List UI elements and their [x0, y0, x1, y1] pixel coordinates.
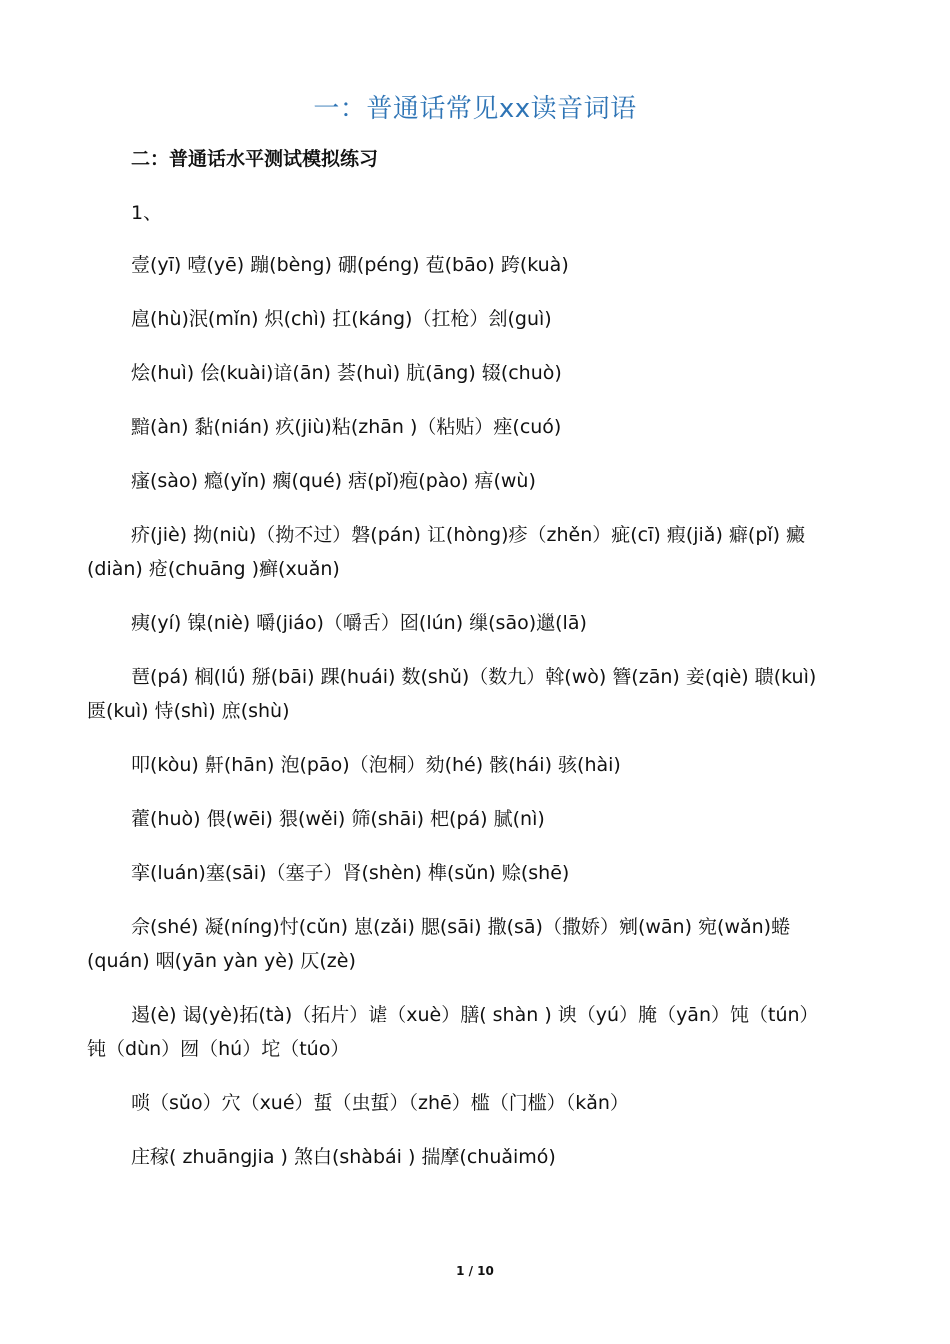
- pinyin-line-15: 庄稼( zhuāngjia ) 煞白(shàbái ) 揣摩(chuǎimó): [131, 1146, 556, 1168]
- page-number: 1 / 10: [456, 1264, 494, 1278]
- pinyin-line-3: 烩(huì) 侩(kuài)谙(ān) 荟(huì) 肮(āng) 辍(chuò): [131, 362, 562, 384]
- section-number: 1、: [131, 202, 163, 224]
- section-heading: 二：普通话水平测试模拟练习: [131, 148, 379, 170]
- pinyin-line-11: 挛(luán)塞(sāi)（塞子）肾(shèn) 榫(sǔn) 赊(shē): [131, 862, 570, 884]
- pinyin-line-4: 黯(àn) 黏(nián) 疚(jiù)粘(zhān )（粘贴）痤(cuó): [131, 416, 562, 438]
- pinyin-line-10: 藿(huò) 偎(wēi) 猥(wěi) 筛(shāi) 杷(pá) 腻(nì): [131, 808, 545, 830]
- pinyin-line-7: 痍(yí) 镍(niè) 嚼(jiáo)（嚼舌）囵(lún) 缫(sāo)邋(lā): [131, 612, 587, 634]
- pinyin-line-9: 叩(kòu) 鼾(hān) 泡(pāo)（泡桐）劾(hé) 骸(hái) 骇(hài): [131, 754, 621, 776]
- pinyin-line-1: 壹(yī) 噎(yē) 蹦(bèng) 硼(péng) 苞(bāo) 跨(kuà): [131, 254, 569, 276]
- pinyin-line-5: 瘙(sào) 瘾(yǐn) 瘸(qué) 痞(pǐ)疱(pào) 痦(wù): [131, 470, 536, 492]
- pinyin-line-12: 佘(shé) 凝(níng)忖(cǔn) 崽(zǎi) 腮(sāi) 撒(sā)（撒娇）剜(wān) 宛(wǎn)蜷(quán) 咽(yān yàn yè) 仄(zè): [87, 916, 791, 972]
- pinyin-line-13: 遏(è) 谒(yè)拓(tà)（拓片）谑（xuè）膳( shàn ) 谀（yú）腌（yān）饨（tún）钝（dùn）囫（hú）坨（túo）: [87, 1004, 819, 1060]
- pinyin-line-2: 扈(hù)泯(mǐn) 炽(chì) 扛(káng)（扛枪）刽(guì): [131, 308, 552, 330]
- pinyin-line-8: 琶(pá) 榈(lǘ) 掰(bāi) 踝(huái) 数(shǔ)（数九）斡(wò) 簪(zān) 妾(qiè) 聩(kuì) 匮(kuì) 恃(shì) 庶(shù): [87, 666, 817, 722]
- pinyin-line-6: 疥(jiè) 拗(niù)（拗不过）磐(pán) 讧(hòng)疹（zhěn）疵(cī) 瘕(jiǎ) 癖(pǐ) 癜(diàn) 疮(chuāng )癣(xuǎn): [87, 524, 806, 580]
- page-title: 一：普通话常见xx读音词语: [313, 94, 637, 124]
- pinyin-line-14: 唢（sǔo）穴（xué）蜇（虫蜇）（zhē）槛（门槛）（kǎn）: [131, 1092, 629, 1114]
